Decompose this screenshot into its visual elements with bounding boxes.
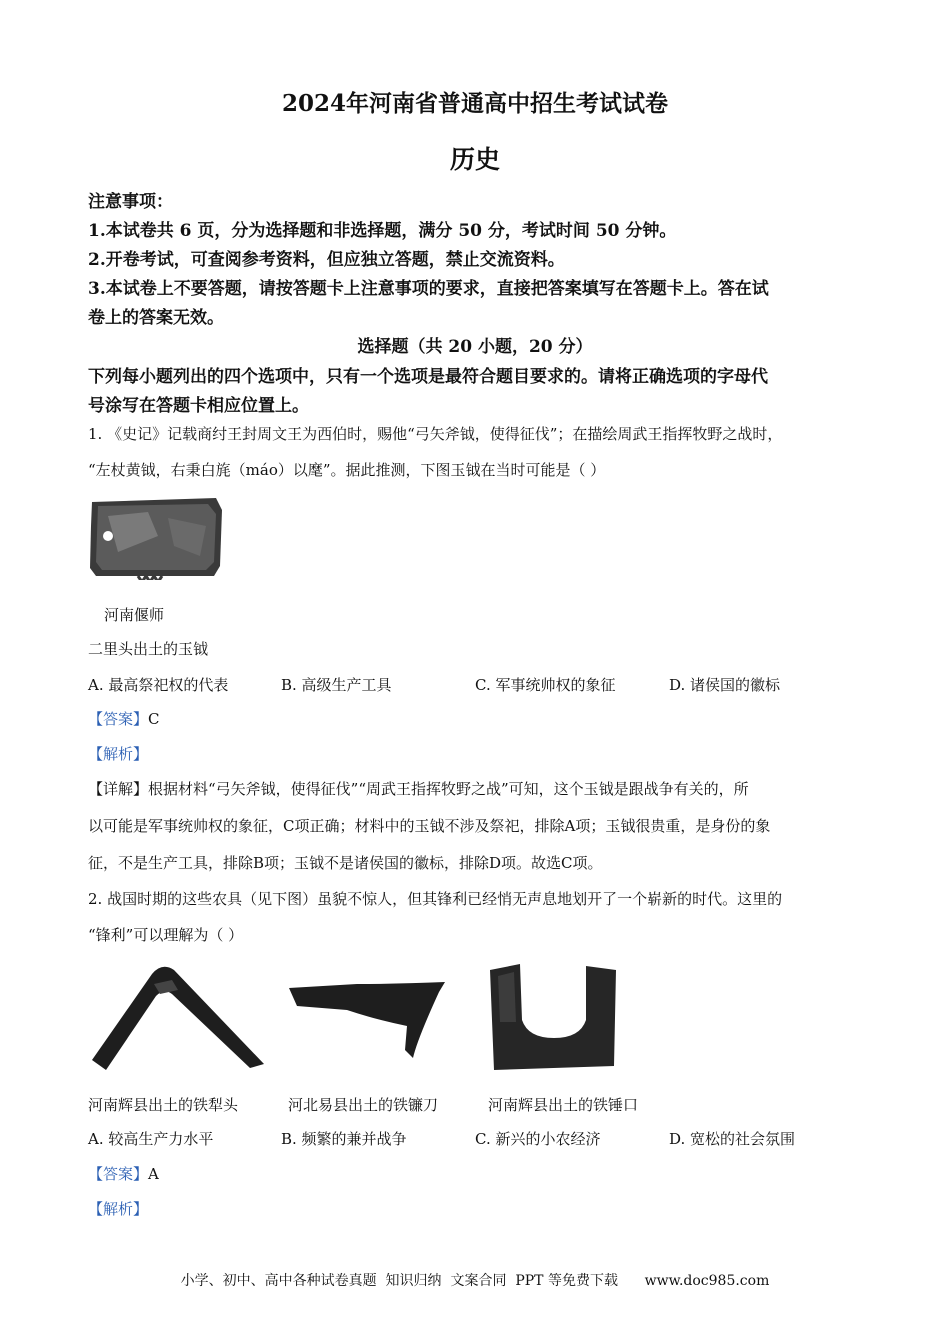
q1-detail-line2: 以可能是军事统帅权的象征，C项正确；材料中的玉钺不涉及祭祀，排除A项；玉钺很贵重，是身份的象: [88, 817, 771, 835]
q1-option-a: A. 最高祭祀权的代表: [88, 676, 229, 694]
q2-option-d: D. 宽松的社会氛围: [669, 1130, 796, 1148]
q2-stem-line1: 2. 战国时期的这些农具（见下图）虽貌不惊人，但其锋利已经悄无声息地划开了一个崭新的时代。这里的: [88, 890, 783, 908]
notice-item-1: 1.本试卷共 6 页，分为选择题和非选择题，满分 50 分，考试时间 50 分钟。: [88, 221, 677, 241]
footer-text: 小学、初中、高中各种试卷真题 知识归纳 文案合同 PPT 等免费下载 www.doc985.com: [180, 1273, 770, 1289]
iron-plough-image: [90, 960, 265, 1072]
q1-answer: [88, 708, 160, 729]
q1-option-b: B. 高级生产工具: [281, 676, 392, 694]
q2-caption-sickle: 河北易县出土的铁镰刀: [288, 1096, 439, 1114]
q1-image-caption-line1: 河南偃师: [104, 606, 165, 624]
q1-detail-line3: 征，不是生产工具，排除B项；玉钺不是诸侯国的徽标，排除D项。故选C项。: [88, 854, 603, 872]
q2-caption-hammer: 河南辉县出土的铁锤口: [488, 1096, 639, 1114]
q1-image-caption-line2: 二里头出土的玉钺: [88, 640, 209, 658]
q2-option-a: A. 较高生产力水平: [88, 1130, 214, 1148]
q1-stem-line2: “左杖黄钺，右秉白旄（máo）以麾”。据此推测，下图玉钺在当时可能是（ ）: [88, 461, 606, 479]
notice-heading: 注意事项：: [88, 192, 173, 212]
q2-answer-tag: 【答案】: [88, 1165, 149, 1183]
section-instruction-line2: 号涂写在答题卡相应位置上。: [88, 396, 309, 416]
q1-answer-value: C: [148, 710, 160, 728]
jade-axe-image: [88, 496, 224, 580]
notice-item-3-line2: 卷上的答案无效。: [88, 308, 224, 328]
iron-hammer-head-image: [488, 962, 620, 1074]
iron-sickle-image: [287, 980, 447, 1060]
section-title: 选择题（共 20 小题，20 分）: [357, 337, 593, 357]
q1-detail-line1: 【详解】根据材料“弓矢斧钺，使得征伐”“周武王指挥牧野之战”可知，这个玉钺是跟战争有关的，所: [88, 780, 749, 798]
q1-stem-line1: 1. 《史记》记载商纣王封周文王为西伯时，赐他“弓矢斧钺，使得征伐”；在描绘周武王指挥牧野之战时，: [88, 425, 783, 443]
notice-item-3-line1: 3.本试卷上不要答题，请按答题卡上注意事项的要求，直接把答案填写在答题卡上。答在试: [88, 279, 769, 299]
q1-analysis-tag: 【解析】: [88, 745, 149, 763]
q2-stem-line2: “锋利”可以理解为（ ）: [88, 926, 244, 944]
subject-title: 历史: [449, 145, 500, 174]
notice-item-2: 2.开卷考试，可查阅参考资料，但应独立答题，禁止交流资料。: [88, 250, 565, 270]
q2-answer-value: A: [148, 1165, 159, 1183]
section-instruction-line1: 下列每小题列出的四个选项中，只有一个选项是最符合题目要求的。请将正确选项的字母代: [88, 367, 768, 387]
q2-caption-plough: 河南辉县出土的铁犁头: [88, 1096, 239, 1114]
q2-analysis-tag: 【解析】: [88, 1200, 149, 1218]
q2-option-c: C. 新兴的小农经济: [475, 1130, 601, 1148]
q2-answer: [88, 1163, 159, 1184]
q1-answer-tag: 【答案】: [88, 710, 149, 728]
q1-option-d: D. 诸侯国的徽标: [669, 676, 781, 694]
q2-option-b: B. 频繁的兼并战争: [281, 1130, 407, 1148]
q1-option-c: C. 军事统帅权的象征: [475, 676, 616, 694]
exam-title: 2024年河南省普通高中招生考试试卷: [281, 90, 668, 117]
